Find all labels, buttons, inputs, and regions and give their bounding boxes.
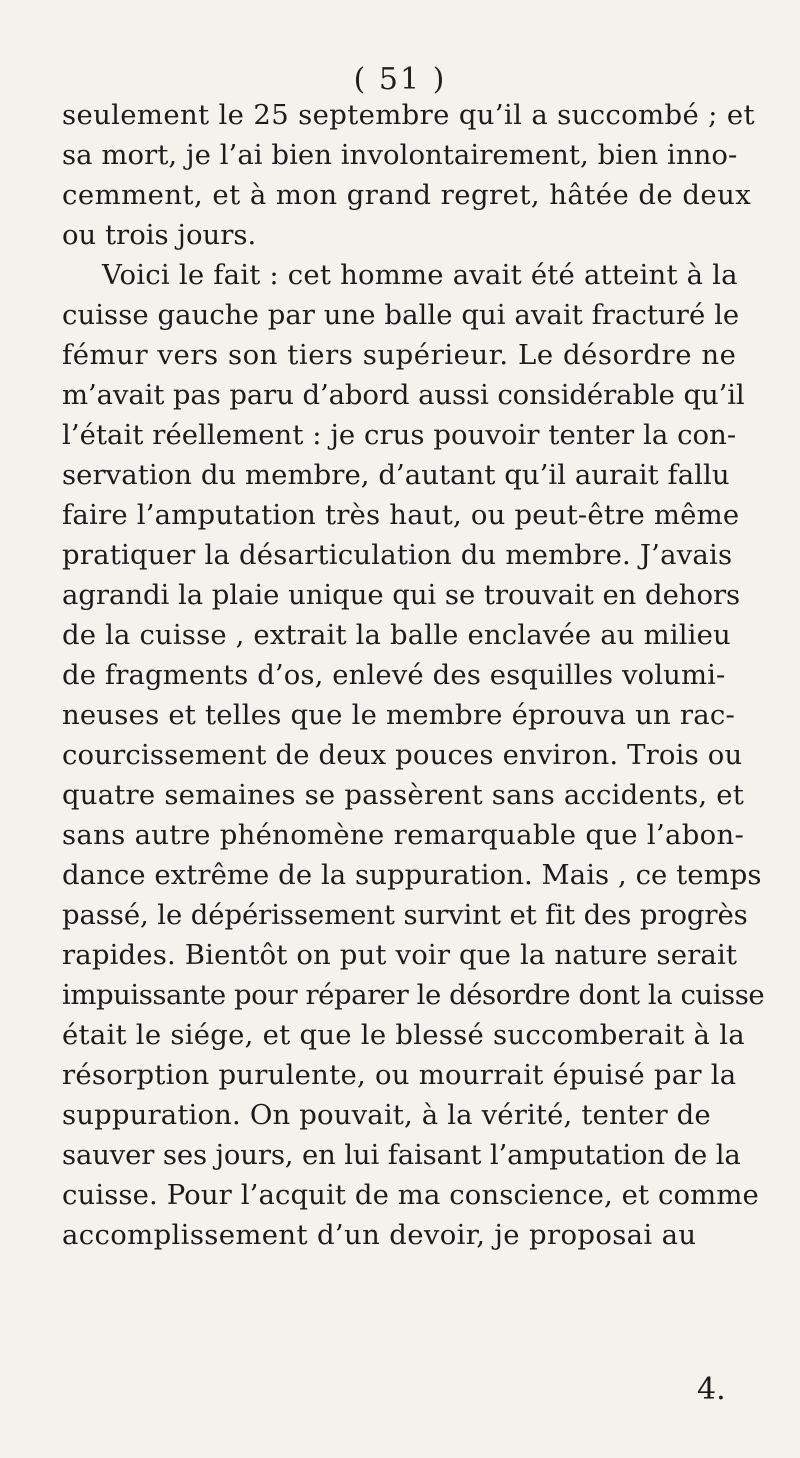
catchword-signature: 4. [697,1372,726,1407]
text-line: Voici le fait : cet homme avait été atteint à la [102,259,738,291]
text-line: sa mort, je l’ai bien involontairement, bien inno- [62,139,738,171]
text-line: rapides. Bientôt on put voir que la nature serait [62,939,738,971]
text-line: sans autre phénomène remarquable que l’abon- [62,819,745,851]
text-line: courcissement de deux pouces environ. Trois ou [62,739,743,771]
text-line: m’avait pas paru d’abord aussi considérable qu’il [62,379,745,411]
text-line: l’était réellement : je crus pouvoir tenter la con- [62,419,737,451]
text-line: de la cuisse , extrait la balle enclavée au milieu [62,619,731,651]
text-line: résorption purulente, ou mourrait épuisé par la [62,1059,737,1091]
text-line: de fragments d’os, enlevé des esquilles volumi- [62,659,726,691]
text-line: impuissante pour réparer le désordre dont la cuisse [62,979,765,1011]
text-line: cemment, et à mon grand regret, hâtée de deux [62,179,752,211]
text-line: faire l’amputation très haut, ou peut-être même [62,499,740,531]
text-line: quatre semaines se passèrent sans accidents, et [62,779,744,811]
text-line: accomplissement d’un devoir, je proposai au [62,1219,697,1251]
text-line: pratiquer la désarticulation du membre. J’avais [62,539,733,571]
text-line: seulement le 25 septembre qu’il a succombé ; et [62,99,755,131]
text-line: cuisse gauche par une balle qui avait fracturé le [62,299,740,331]
text-line: sauver ses jours, en lui faisant l’amputation de la [62,1139,741,1171]
text-line: agrandi la plaie unique qui se trouvait en dehors [62,579,741,611]
text-line: cuisse. Pour l’acquit de ma conscience, et comme [62,1179,759,1211]
text-line: servation du membre, d’autant qu’il aurait fallu [62,459,730,491]
page-number: ( 51 ) [353,62,447,97]
text-line: était le siége, et que le blessé succomberait à la [62,1019,745,1051]
text-line: fémur vers son tiers supérieur. Le désordre ne [62,339,737,371]
text-line: passé, le dépérissement survint et fit des progrès [62,899,748,931]
text-line: ou trois jours. [62,219,257,251]
text-line: dance extrême de la suppuration. Mais , ce temps [62,859,762,891]
text-line: neuses et telles que le membre éprouva un rac- [62,699,735,731]
text-line: suppuration. On pouvait, à la vérité, tenter de [62,1099,711,1131]
